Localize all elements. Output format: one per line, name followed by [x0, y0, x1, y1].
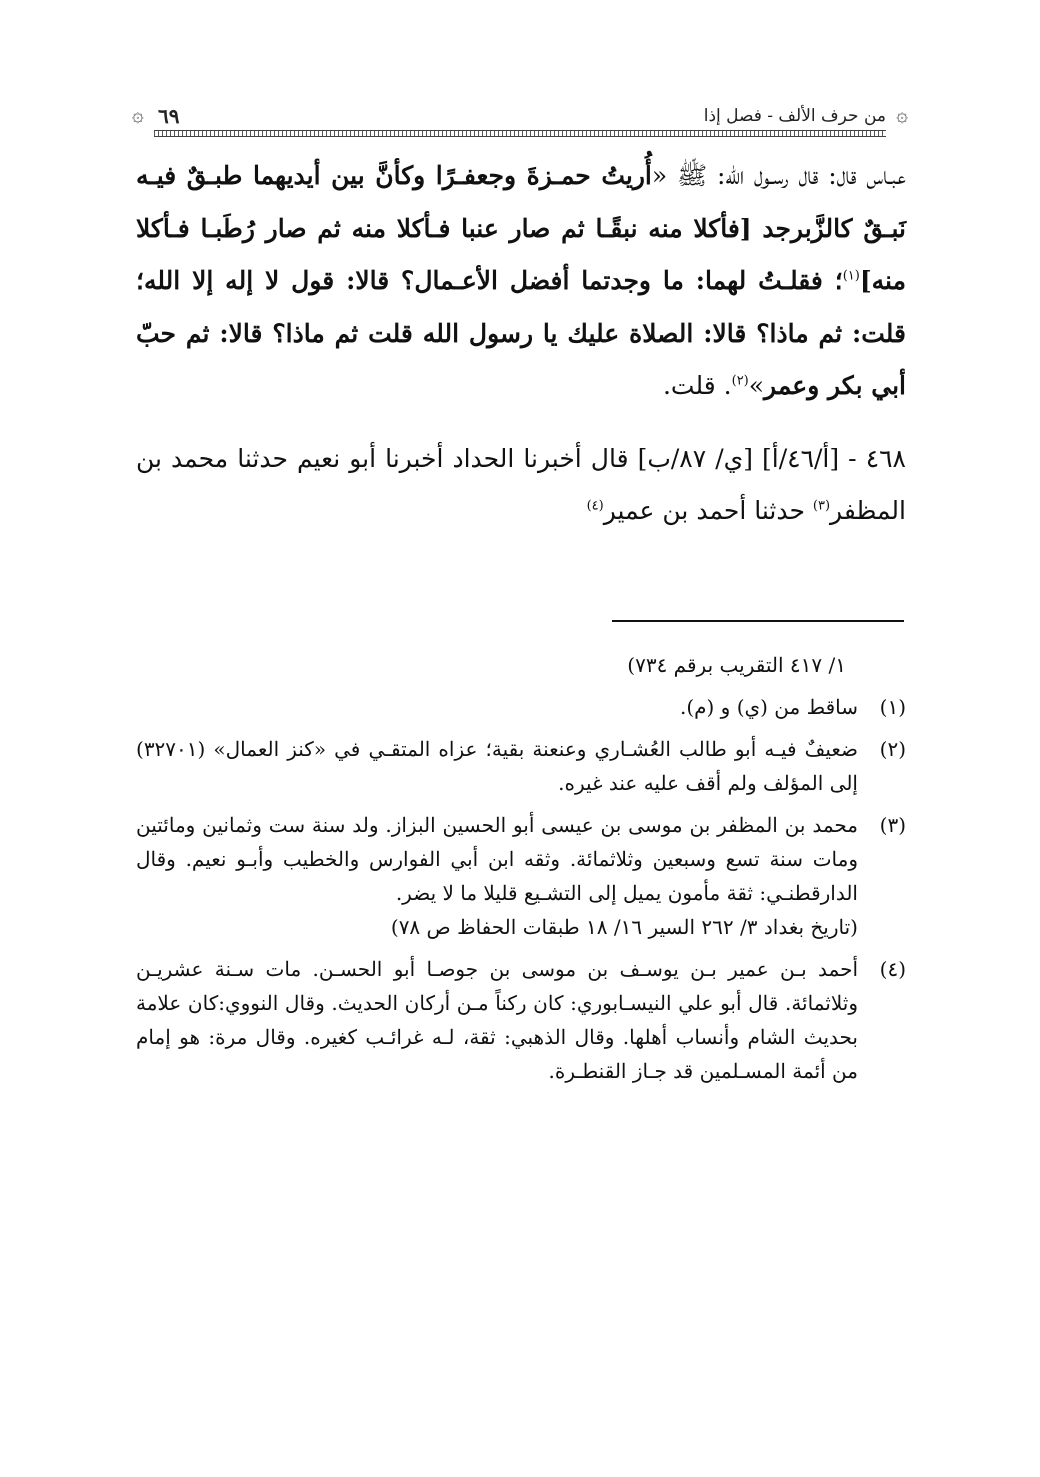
footnote-ref-2: (٢): [731, 373, 749, 389]
footnote-number: (٤): [879, 957, 906, 981]
footnote-text: ساقط من (ي) و (م).: [679, 695, 858, 719]
footnote-2: [136, 732, 906, 800]
footnote-number: (٢): [879, 737, 906, 761]
footnote-number: (١): [879, 695, 906, 719]
footnote-3: [136, 808, 906, 944]
p1-end: . قلت.: [662, 371, 732, 400]
page-header: [132, 98, 908, 144]
footnote-ref-4: (٤): [586, 498, 604, 514]
footnote-1: [136, 690, 906, 724]
header-rule: [154, 130, 886, 137]
footnotes: [136, 648, 906, 1096]
main-text: [136, 150, 906, 538]
main-paragraph-2: [136, 433, 906, 538]
p1-intro: عبـاس قال: قال رسـول الله: ﷺ «: [651, 161, 906, 190]
footnote-4: [136, 952, 906, 1088]
footnote-number: (٣): [879, 813, 906, 837]
p1-hadith-text-cont: ؛ فقلـتُ لهما: ما وجدتما أفضل الأعـمال؟ قالا: قول لا إله إلا الله؛ قلت: ثم ماذا؟ قالا: الصلاة عليك يا رسول الله قلت ثم ماذا؟ قالا: ثم حبّ أبي بكر وعمر: [136, 266, 906, 400]
footnote-text: محمد بن المظفر بن موسى بن عيسى أبو الحسين البزاز. ولد سنة ست وثمانين ومائتين ومات سنة تسع وسبعين وثلاثمائة. وثقه ابن أبي الفوارس والخطيب وأبـو نعيم. وقال الدارقطنـي: ثقة مأمون يميل إلى التشـيع قليلا ما لا يضر.: [136, 813, 859, 905]
footnote-source: (تاريخ بغداد ٣/ ٢٦٢ السير ١٦/ ١٨ طبقات الحفاظ ص ٧٨): [390, 915, 858, 939]
header-ornament-right: ۞: [896, 102, 908, 126]
footnote-text: ضعيفٌ فيـه أبو طالب العُشـاري وعنعنة بقية؛ عزاه المتقـي في «كنز العمال» (٣٢٧٠١) إلى المؤلف ولم أقف عليه عند غيره.: [136, 737, 858, 795]
footnote-ref-1: (١): [842, 268, 860, 284]
running-title: من حرف الألف - فصل إذا: [703, 106, 886, 126]
footnote-ref-3: (٣): [812, 498, 831, 514]
footnote-text: أحمد بـن عمير بـن يوسـف بن موسى بن جوصـا أبو الحسـن. مات سـنة عشريـن وثلاثمائة. قال أبو علي النيسـابوري: كان ركناً مـن أركان الحديث. وقال النووي:كان علامة بحديث الشام وأنساب أهلها. وقال الذهبي: ثقة، لـه غرائـب كغيره. وقال مرة: هو إمام من أئمة المسـلمين قد جـاز القنطـرة.: [136, 957, 858, 1083]
p1-close-quote: »: [748, 371, 765, 400]
header-ornament-left: ۞: [132, 102, 144, 126]
main-paragraph-1: [136, 150, 906, 413]
footnote-continuation: ١/ ٤١٧ التقريب برقم ٧٣٤): [627, 653, 846, 677]
p2-isnad-cont: حدثنا أحمد بن عمير: [603, 496, 813, 525]
p1-hadith-text: أُريتُ حمـزةَ وجعفـرًا وكأنَّ بين أيديهما طبـقٌ فيـه نَبـقٌ كالزَّبرجد [فأكلا منه نبقًـا ثم صار عنبا فـأكلا منه ثم صار رُطَبـا فـأكلا منه]: [136, 161, 906, 295]
footnote-divider: [612, 620, 904, 622]
page-number: ٦٩: [158, 104, 180, 128]
p2-isnad: ٤٦٨ - [أ/٤٦/أ] [ي/ ٨٧/ب] قال أخبرنا الحداد أخبرنا أبو نعيم حدثنا محمد بن المظفر: [136, 443, 906, 525]
